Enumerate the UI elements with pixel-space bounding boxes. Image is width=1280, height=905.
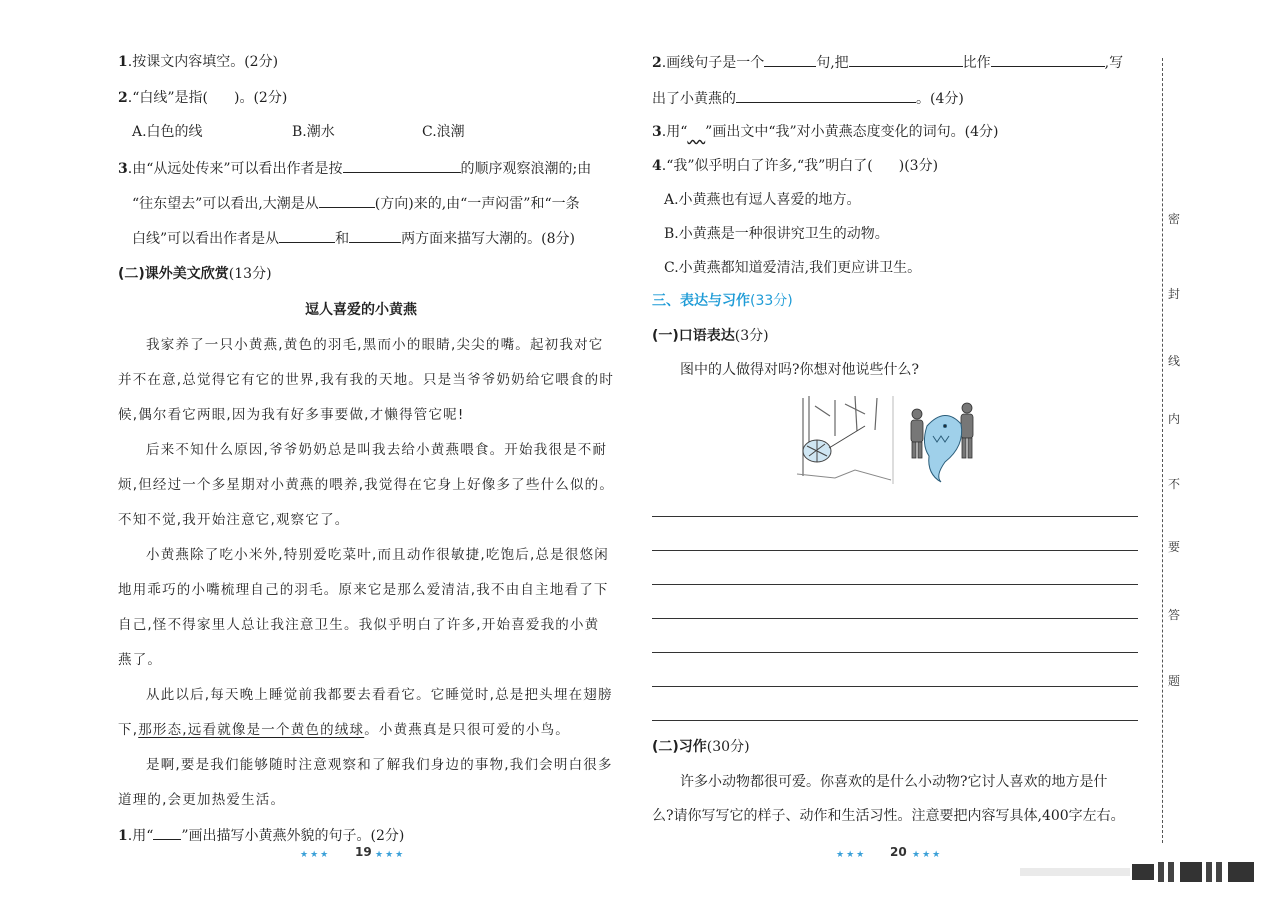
article-line: 小黄燕除了吃小米外,特别爱吃菜叶,而且动作很敏捷,吃饱后,总是很悠闲	[146, 547, 609, 563]
net-icon	[803, 426, 865, 462]
question-1-underline-appearance: 1.用“ ”画出描写小黄燕外貌的句子。(2分)	[118, 825, 404, 846]
question-2-metaphor-line-1: 2.画线句子是一个 句,把 比作 ,写	[652, 52, 1123, 73]
page-20-stars-right: ★★★	[912, 850, 943, 860]
answer-blank[interactable]	[343, 158, 461, 173]
composition-heading: (二)习作(30分)	[652, 739, 750, 755]
page-number-20: 20	[890, 845, 907, 859]
illustration-net-and-shark	[795, 396, 990, 484]
article-line: 候,偶尔看它两眼,因为我有好多事要做,才懒得管它呢!	[118, 407, 465, 423]
oral-expression-prompt: 图中的人做得对吗?你想对他说些什么?	[680, 362, 920, 378]
writing-line[interactable]	[652, 516, 1138, 517]
question-2-white-line: 2.“白线”是指( )。(2分)	[118, 90, 288, 106]
question-3-attitude-change: 3.用“ ”画出文中“我”对小黄燕态度变化的词句。(4分)	[652, 124, 999, 140]
answer-blank[interactable]	[849, 52, 963, 67]
tree-icon	[803, 396, 877, 476]
answer-blank[interactable]	[349, 228, 401, 243]
question-2-option-a: A.白色的线	[132, 124, 203, 140]
article-line: 自己,怪不得家里人总让我注意卫生。我似乎明白了许多,开始喜爱我的小黄	[118, 617, 600, 633]
seal-char: 题	[1168, 674, 1181, 688]
wavy-line-mark	[687, 122, 705, 142]
article-line: 道理的,会更加热爱生活。	[118, 792, 286, 808]
writing-line[interactable]	[652, 652, 1138, 653]
article-line: 燕了。	[118, 652, 163, 668]
page-19-stars-left: ★★★	[300, 850, 331, 860]
article-line: 是啊,要是我们能够随时注意观察和了解我们身边的事物,我们会明白很多	[146, 757, 613, 773]
page-20-stars-left: ★★★	[836, 850, 867, 860]
oral-expression-heading: (一)口语表达(3分)	[652, 328, 769, 344]
question-4-option-b: B.小黄燕是一种很讲究卫生的动物。	[664, 226, 889, 242]
question-2-option-b: B.潮水	[292, 124, 335, 140]
seal-char: 封	[1168, 287, 1181, 301]
writing-line[interactable]	[652, 686, 1138, 687]
seal-char: 线	[1168, 354, 1181, 368]
writing-line[interactable]	[652, 618, 1138, 619]
writing-line[interactable]	[652, 720, 1138, 721]
article-line: 烦,但经过一个多星期对小黄燕的喂养,我觉得在它身上好像多了些什么似的。	[118, 477, 615, 493]
writing-line[interactable]	[652, 584, 1138, 585]
answer-blank[interactable]	[764, 52, 816, 67]
seal-char: 要	[1168, 540, 1181, 554]
seal-char: 答	[1168, 608, 1181, 622]
section-3-heading: 三、表达与习作(33分)	[652, 293, 793, 309]
article-line: 并不在意,总觉得它有它的世界,我有我的天地。只是当爷爷奶奶给它喂食的时	[118, 372, 615, 388]
watermark-logo	[1020, 858, 1260, 886]
shark-icon	[924, 415, 961, 482]
question-3-line-2: “往东望去”可以看出,大潮是从 (方向)来的,由“一声闷雷”和“一条	[132, 193, 580, 214]
answer-blank[interactable]	[991, 52, 1105, 67]
answer-blank[interactable]	[279, 228, 335, 243]
article-title: 逗人喜爱的小黄燕	[305, 302, 417, 318]
writing-line[interactable]	[652, 550, 1138, 551]
article-line: 后来不知什么原因,爷爷奶奶总是叫我去给小黄燕喂食。开始我很是不耐	[146, 442, 608, 458]
article-line: 我家养了一只小黄燕,黄色的羽毛,黑而小的眼睛,尖尖的嘴。起初我对它	[146, 337, 604, 353]
underlined-sentence: 那形态,远看就像是一个黄色的绒球	[138, 722, 365, 738]
article-line-underlined-sentence: 下,那形态,远看就像是一个黄色的绒球。小黄燕真是只很可爱的小鸟。	[118, 722, 571, 738]
seal-dashed-line	[1162, 58, 1163, 843]
article-line: 不知不觉,我开始注意它,观察它了。	[118, 512, 350, 528]
answer-blank[interactable]	[319, 193, 375, 208]
question-3-line-3: 白线”可以看出作者是从 和 两方面来描写大潮的。(8分)	[132, 228, 575, 249]
question-1-fill-blank: 1.按课文内容填空。(2分)	[118, 54, 279, 70]
page-number-19: 19	[355, 845, 372, 859]
article-line: 从此以后,每天晚上睡觉前我都要去看看它。它睡觉时,总是把头埋在翅膀	[146, 687, 613, 703]
seal-char: 内	[1168, 412, 1181, 426]
question-3-line-1: 3.由“从远处传来”可以看出作者是按 的顺序观察浪潮的;由	[118, 158, 591, 179]
composition-prompt-line-1: 许多小动物都很可爱。你喜欢的是什么小动物?它讨人喜欢的地方是什	[680, 774, 1108, 790]
question-4-understanding: 4.“我”似乎明白了许多,“我”明白了( )(3分)	[652, 158, 939, 174]
question-4-option-a: A.小黄燕也有逗人喜爱的地方。	[664, 192, 861, 208]
question-4-option-c: C.小黄燕都知道爱清洁,我们更应讲卫生。	[664, 260, 922, 276]
composition-prompt-line-2: 么?请你写写它的样子、动作和生活习性。注意要把内容写具体,400字左右。	[652, 808, 1125, 824]
question-2-metaphor-line-2: 出了小黄燕的 。(4分)	[652, 88, 964, 109]
seal-char: 密	[1168, 212, 1181, 226]
answer-blank[interactable]	[736, 88, 916, 103]
article-line: 地用乖巧的小嘴梳理自己的羽毛。原来它是那么爱清洁,我不由自主地看了下	[118, 582, 609, 598]
section-2-heading: (二)课外美文欣赏(13分)	[118, 266, 272, 282]
seal-char: 不	[1168, 477, 1181, 491]
page-19-stars-right: ★★★	[375, 850, 406, 860]
question-2-option-c: C.浪潮	[422, 124, 465, 140]
